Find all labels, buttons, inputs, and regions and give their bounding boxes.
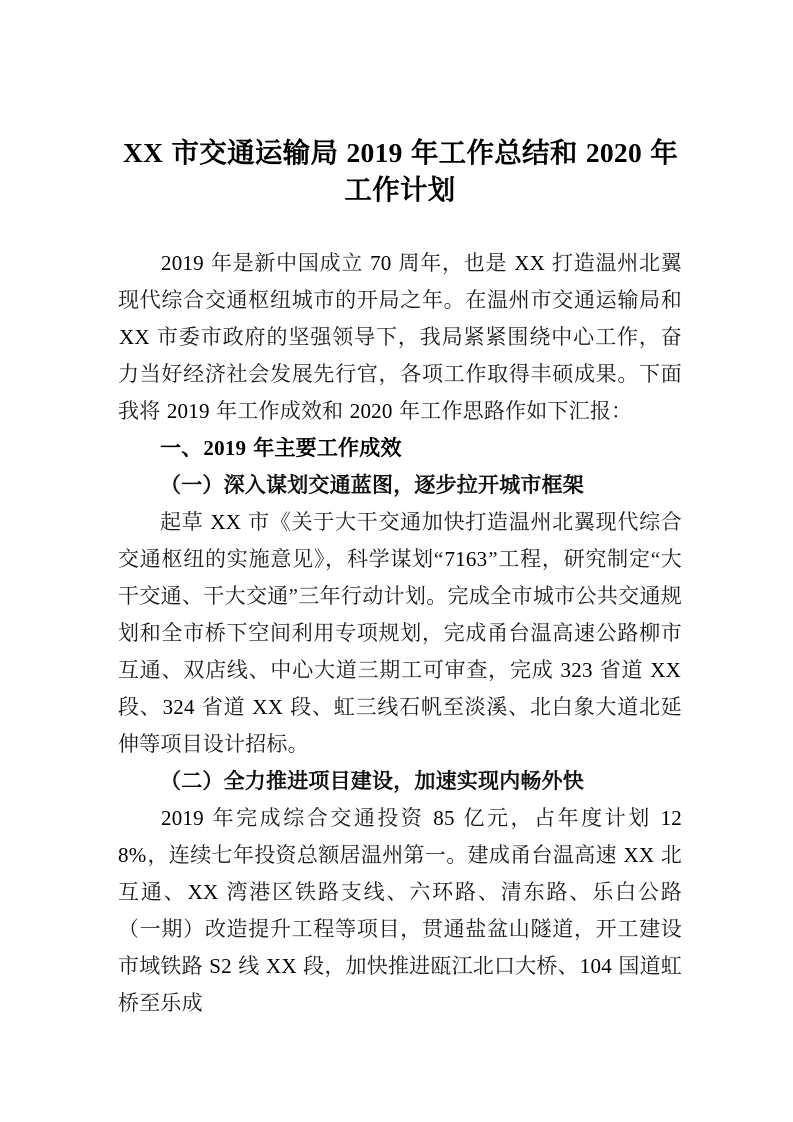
document-body bbox=[118, 134, 682, 1022]
paragraph-intro: 2019 年是新中国成立 70 周年，也是 XX 打造温州北翼现代综合交通枢纽城市的开局之年。在温州市交通运输局和 XX 市委市政府的坚强领导下，我局紧紧围绕中心工作，奋力当好经济社会发展先行官，各项工作取得丰硕成果。下面我将 2019 年工作成效和 2020 年工作思路作如下汇报： bbox=[118, 251, 682, 423]
heading-section-1-1: （一）深入谋划交通蓝图，逐步拉开城市框架 bbox=[160, 473, 584, 497]
paragraph-section-1-1: 起草 XX 市《关于大干交通加快打造温州北翼现代综合交通枢纽的实施意见》，科学谋划“7163”工程，研究制定“大干交通、干大交通”三年行动计划。完成全市城市公共交通规划和全市桥下空间利用专项规划，完成甬台温高速公路柳市互通、双店线、中心大道三期工可审查，完成 323 省道 XX 段、324 省道 XX 段、虹三线石帆至淡溪、北白象大道北延伸等项目设计招标。 bbox=[118, 510, 682, 756]
page-title: XX 市交通运输局 2019 年工作总结和 2020 年工作计划 bbox=[122, 137, 679, 205]
heading-section-1: 一、2019 年主要工作成效 bbox=[160, 436, 402, 460]
heading-section-1-2: （二）全力推进项目建设，加速实现内畅外快 bbox=[160, 769, 584, 793]
paragraph-section-1-2: 2019 年完成综合交通投资 85 亿元，占年度计划 128%，连续七年投资总额居温州第一。建成甬台温高速 XX 北互通、XX 湾港区铁路支线、六环路、清东路、乐白公路（一期）改造提升工程等项目，贯通盐盆山隧道，开工建设市域铁路 S2 线 XX 段，加快推进瓯江北口大桥、104 国道虹桥至乐成 bbox=[118, 806, 683, 1015]
